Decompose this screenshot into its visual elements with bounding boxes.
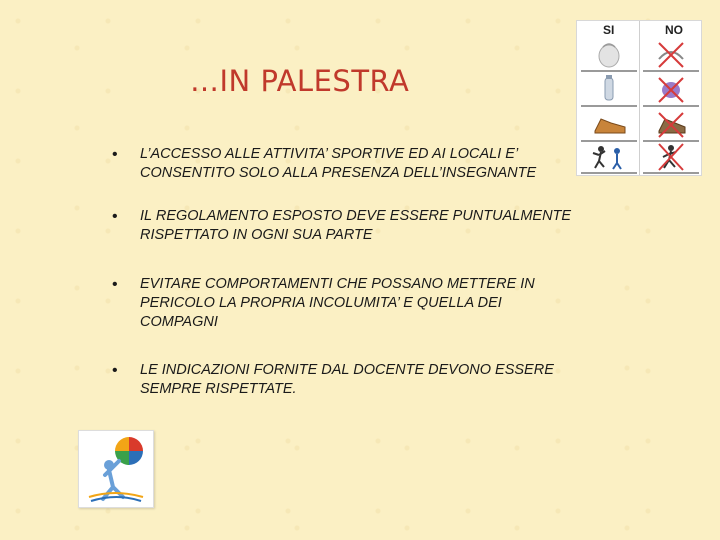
bullet-dot: • <box>112 208 118 225</box>
caption-line <box>581 70 637 72</box>
sneaker-icon <box>581 109 637 139</box>
crossed-runner-icon <box>643 141 699 171</box>
bullet-item <box>110 275 580 332</box>
bullet-text: LE INDICAZIONI FORNITE DAL DOCENTE DEVONO ESSERE SEMPRE RISPETTATE. <box>140 362 554 397</box>
bullet-dot: • <box>112 146 118 163</box>
crossed-chain-icon <box>643 39 699 69</box>
bullet-dot: • <box>112 276 118 293</box>
bullet-item <box>110 361 580 399</box>
no-header: NO <box>665 23 683 37</box>
panel-divider <box>639 21 640 175</box>
crossed-shoe-icon <box>643 109 699 139</box>
slide-title: …IN PALESTRA <box>190 64 410 98</box>
school-logo-figure-icon <box>78 430 154 508</box>
bullet-item <box>110 207 580 245</box>
rules-panel <box>576 20 702 176</box>
bullet-text: EVITARE COMPORTAMENTI CHE POSSANO METTERE IN PERICOLO LA PROPRIA INCOLUMITA’ E QUELLA DEI COMPAGNI <box>140 276 535 330</box>
bullet-text: L’ACCESSO ALLE ATTIVITA’ SPORTIVE ED AI LOCALI E’ CONSENTITO SOLO ALLA PRESENZA DELL’INSEGNANTE <box>140 146 537 181</box>
bullet-item <box>110 145 580 183</box>
caption-line <box>581 105 637 107</box>
caption-line <box>643 105 699 107</box>
caption-line <box>581 172 637 174</box>
yes-header: SI <box>603 23 615 37</box>
jumping-figure-icon <box>581 141 637 171</box>
crossed-food-icon <box>643 74 699 104</box>
caption-line <box>643 172 699 174</box>
bullet-text: IL REGOLAMENTO ESPOSTO DEVE ESSERE PUNTUALMENTE RISPETTATO IN OGNI SUA PARTE <box>140 208 572 243</box>
bullet-dot: • <box>112 362 118 379</box>
bag-icon <box>581 39 637 69</box>
caption-line <box>643 70 699 72</box>
water-bottle-icon <box>581 74 637 104</box>
